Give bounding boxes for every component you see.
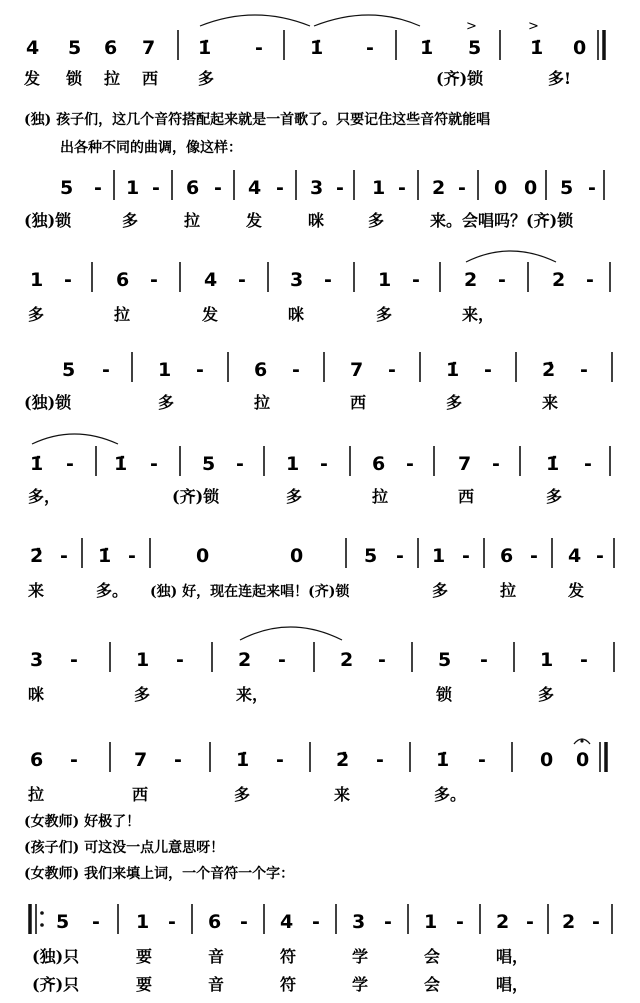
lyric-solo: 学 <box>352 947 369 966</box>
note: 1̇ <box>546 453 560 475</box>
note: 0 <box>576 749 590 771</box>
lyric: 多 <box>28 305 45 324</box>
note: - <box>94 177 102 199</box>
lyric: 来 <box>542 393 559 412</box>
note: 2̇ <box>542 359 556 381</box>
note: - <box>255 37 263 59</box>
note: - <box>478 749 486 771</box>
lyric: 多 <box>376 305 393 324</box>
note: 3 <box>352 911 366 933</box>
note: - <box>592 911 600 933</box>
note: 7 <box>142 37 156 59</box>
note: - <box>150 269 158 291</box>
note: 3 <box>290 269 304 291</box>
note: 1 <box>432 545 446 567</box>
repeat-dot <box>40 911 44 915</box>
note: 3 <box>310 177 324 199</box>
note: 5 <box>62 359 76 381</box>
note: 1̇ <box>446 359 460 381</box>
tie <box>32 434 118 444</box>
note: 1 <box>540 649 554 671</box>
note: 1̇ <box>198 37 212 59</box>
note: 1̇ <box>436 749 450 771</box>
lyric-solo: 要 <box>136 947 153 966</box>
lyric-chorus: (齐)只 <box>32 975 80 994</box>
note: - <box>584 453 592 475</box>
tie <box>466 251 556 262</box>
note: - <box>398 177 406 199</box>
note: - <box>596 545 604 567</box>
note: 5 <box>364 545 378 567</box>
note: 6 <box>30 749 44 771</box>
note: - <box>586 269 594 291</box>
speech-line: 出各种不同的曲调，像这样： <box>60 140 242 156</box>
staff-row-9 <box>28 739 606 804</box>
staff-row-4 <box>28 251 610 325</box>
lyric: 咪 <box>28 685 45 704</box>
lyric: 发 <box>246 211 263 230</box>
lyric: 多 <box>538 685 555 704</box>
note: 6 <box>208 911 222 933</box>
note: 5 <box>56 911 70 933</box>
note: 6 <box>372 453 386 475</box>
lyric: 拉 <box>104 69 121 88</box>
note: 1̇ <box>30 453 44 475</box>
lyric: 多。 <box>96 581 129 600</box>
note: 1 <box>136 911 150 933</box>
note: 6 <box>254 359 268 381</box>
note: - <box>580 649 588 671</box>
note: - <box>238 269 246 291</box>
lyric-chorus: 唱， <box>496 975 529 994</box>
note: 2 <box>238 649 252 671</box>
note: 0 <box>540 749 554 771</box>
staff-row-7 <box>28 538 614 600</box>
lyric-solo: 符 <box>280 947 297 966</box>
note: - <box>498 269 506 291</box>
dialogue-line: (女教师) 好极了！ <box>24 814 141 830</box>
note: - <box>70 649 78 671</box>
note: - <box>128 545 136 567</box>
lyric: 发 <box>202 305 219 324</box>
note: 5 <box>468 37 482 59</box>
note: - <box>92 911 100 933</box>
lyric: 西 <box>458 487 475 506</box>
lyric: 来， <box>462 305 495 324</box>
note: - <box>458 177 466 199</box>
note: - <box>168 911 176 933</box>
note: 1 <box>372 177 386 199</box>
spoken-text-1 <box>24 111 490 156</box>
note: 1 <box>286 453 300 475</box>
lyric: 拉 <box>254 393 271 412</box>
note: - <box>236 453 244 475</box>
speech-line: (独) 孩子们，这几个音符搭配起来就是一首歌了。只要记住这些音符就能唱 <box>24 112 491 128</box>
note: 3 <box>30 649 44 671</box>
note: - <box>312 911 320 933</box>
lyric: 多 <box>198 69 215 88</box>
note: 1 <box>424 911 438 933</box>
dialogue-block <box>24 813 294 882</box>
staff-row-3 <box>24 170 604 230</box>
note: - <box>152 177 160 199</box>
note: - <box>456 911 464 933</box>
note: 1 <box>136 649 150 671</box>
note: 5 <box>202 453 216 475</box>
lyric-chorus: 符 <box>280 975 297 994</box>
lyric: 多， <box>28 487 61 506</box>
note: - <box>336 177 344 199</box>
note: - <box>580 359 588 381</box>
note: - <box>320 453 328 475</box>
lyric: 多。 <box>434 785 467 804</box>
lyric: 拉 <box>500 581 517 600</box>
note: - <box>240 911 248 933</box>
note: - <box>60 545 68 567</box>
note: 4 <box>568 545 582 567</box>
note: 5 <box>560 177 574 199</box>
note: - <box>412 269 420 291</box>
lyric: 咪 <box>308 211 325 230</box>
note: 1̇ <box>530 37 544 59</box>
note: - <box>378 649 386 671</box>
staff-row-11 <box>30 904 612 995</box>
lyric: 来。会唱吗？(齐)锁 <box>430 211 574 230</box>
note: 4 <box>26 37 40 59</box>
note: 1̇ <box>114 453 128 475</box>
note: 5 <box>60 177 74 199</box>
note: - <box>66 453 74 475</box>
lyric-chorus: 音 <box>208 975 225 994</box>
lyric: (独)锁 <box>24 211 72 230</box>
note: 7 <box>458 453 472 475</box>
note: 1̇ <box>236 749 250 771</box>
dialogue-line: (女教师) 我们来填上词，一个音符一个字： <box>24 866 295 882</box>
note: 1 <box>158 359 172 381</box>
note: 4 <box>204 269 218 291</box>
lyric: 多 <box>234 785 251 804</box>
note: - <box>588 177 596 199</box>
note: 6 <box>116 269 130 291</box>
note: - <box>324 269 332 291</box>
note: - <box>292 359 300 381</box>
tie <box>240 627 342 640</box>
lyric: 多 <box>446 393 463 412</box>
lyric-solo: (独)只 <box>32 947 80 966</box>
lyric-solo: 会 <box>424 947 441 966</box>
lyric: 来， <box>236 685 269 704</box>
note: 2 <box>340 649 354 671</box>
note: 2 <box>562 911 576 933</box>
accent-mark: > <box>466 19 477 34</box>
note: - <box>376 749 384 771</box>
lyric-chorus: 学 <box>352 975 369 994</box>
lyric: 来 <box>334 785 351 804</box>
note: - <box>70 749 78 771</box>
lyric: 锁 <box>66 69 83 88</box>
note: - <box>396 545 404 567</box>
note: 2 <box>464 269 478 291</box>
staff-row-6 <box>28 434 610 507</box>
staff-row-5 <box>24 352 612 412</box>
lyric: 多 <box>546 487 563 506</box>
lyric: (独)锁 <box>24 393 72 412</box>
note: - <box>174 749 182 771</box>
note: 0 <box>524 177 538 199</box>
note: 4 <box>248 177 262 199</box>
note: 1̇ <box>310 37 324 59</box>
lyric: 拉 <box>184 211 201 230</box>
note: - <box>530 545 538 567</box>
lyric: 西 <box>350 393 367 412</box>
note: 1̇ <box>420 37 434 59</box>
note: - <box>366 37 374 59</box>
lyric: 发 <box>24 69 41 88</box>
lyric: 咪 <box>288 305 305 324</box>
lyric-chorus: 要 <box>136 975 153 994</box>
lyric: 多 <box>286 487 303 506</box>
note: - <box>102 359 110 381</box>
note: 2 <box>496 911 510 933</box>
note: - <box>150 453 158 475</box>
note: - <box>406 453 414 475</box>
lyric: 发 <box>568 581 585 600</box>
note: - <box>214 177 222 199</box>
lyric: 多 <box>368 211 385 230</box>
note: 0 <box>573 37 587 59</box>
note: - <box>484 359 492 381</box>
note: - <box>64 269 72 291</box>
lyric: 来 <box>28 581 45 600</box>
note: - <box>384 911 392 933</box>
lyric: (独) 好，现在连起来唱！(齐)锁 <box>150 584 350 600</box>
note: - <box>278 649 286 671</box>
staff-row-1 <box>23 15 604 88</box>
lyric: 拉 <box>28 785 45 804</box>
tie <box>200 15 310 26</box>
note: 0 <box>494 177 508 199</box>
note: - <box>388 359 396 381</box>
note: 0 <box>290 545 304 567</box>
repeat-dot <box>40 923 44 927</box>
note: 2̇ <box>30 545 44 567</box>
note: 2̇ <box>336 749 350 771</box>
lyric: 拉 <box>372 487 389 506</box>
note: 6 <box>104 37 118 59</box>
lyric: 拉 <box>114 305 131 324</box>
note: 1 <box>378 269 392 291</box>
note: - <box>176 649 184 671</box>
accent-mark: > <box>528 19 539 34</box>
note: 1 <box>30 269 44 291</box>
fermata-dot <box>580 739 583 742</box>
note: 5 <box>438 649 452 671</box>
lyric: 多 <box>122 211 139 230</box>
lyric-chorus: 会 <box>424 975 441 994</box>
staff-row-8 <box>28 627 614 705</box>
note: 0 <box>196 545 210 567</box>
lyric: 多 <box>432 581 449 600</box>
lyric: 多! <box>548 69 572 88</box>
tie <box>314 15 420 26</box>
note: - <box>492 453 500 475</box>
lyric: 多 <box>158 393 175 412</box>
note: 7 <box>134 749 148 771</box>
note: 4 <box>280 911 294 933</box>
lyric: 多 <box>134 685 151 704</box>
note: 5 <box>68 37 82 59</box>
note: 6 <box>500 545 514 567</box>
lyric: (齐)锁 <box>172 487 220 506</box>
note: 1 <box>126 177 140 199</box>
lyric-solo: 音 <box>208 947 225 966</box>
lyric: 锁 <box>436 685 453 704</box>
lyric: 西 <box>132 785 149 804</box>
note: - <box>526 911 534 933</box>
lyric: 西 <box>142 69 159 88</box>
note: 2 <box>552 269 566 291</box>
note: - <box>462 545 470 567</box>
note: 1̇ <box>98 545 112 567</box>
note: - <box>480 649 488 671</box>
lyric: (齐)锁 <box>436 69 484 88</box>
note: 7 <box>350 359 364 381</box>
dialogue-line: (孩子们) 可这没一点儿意思呀！ <box>24 840 225 856</box>
note: 6 <box>186 177 200 199</box>
note: - <box>196 359 204 381</box>
note: - <box>276 177 284 199</box>
note: - <box>276 749 284 771</box>
lyric-solo: 唱， <box>496 947 529 966</box>
note: 2 <box>432 177 446 199</box>
